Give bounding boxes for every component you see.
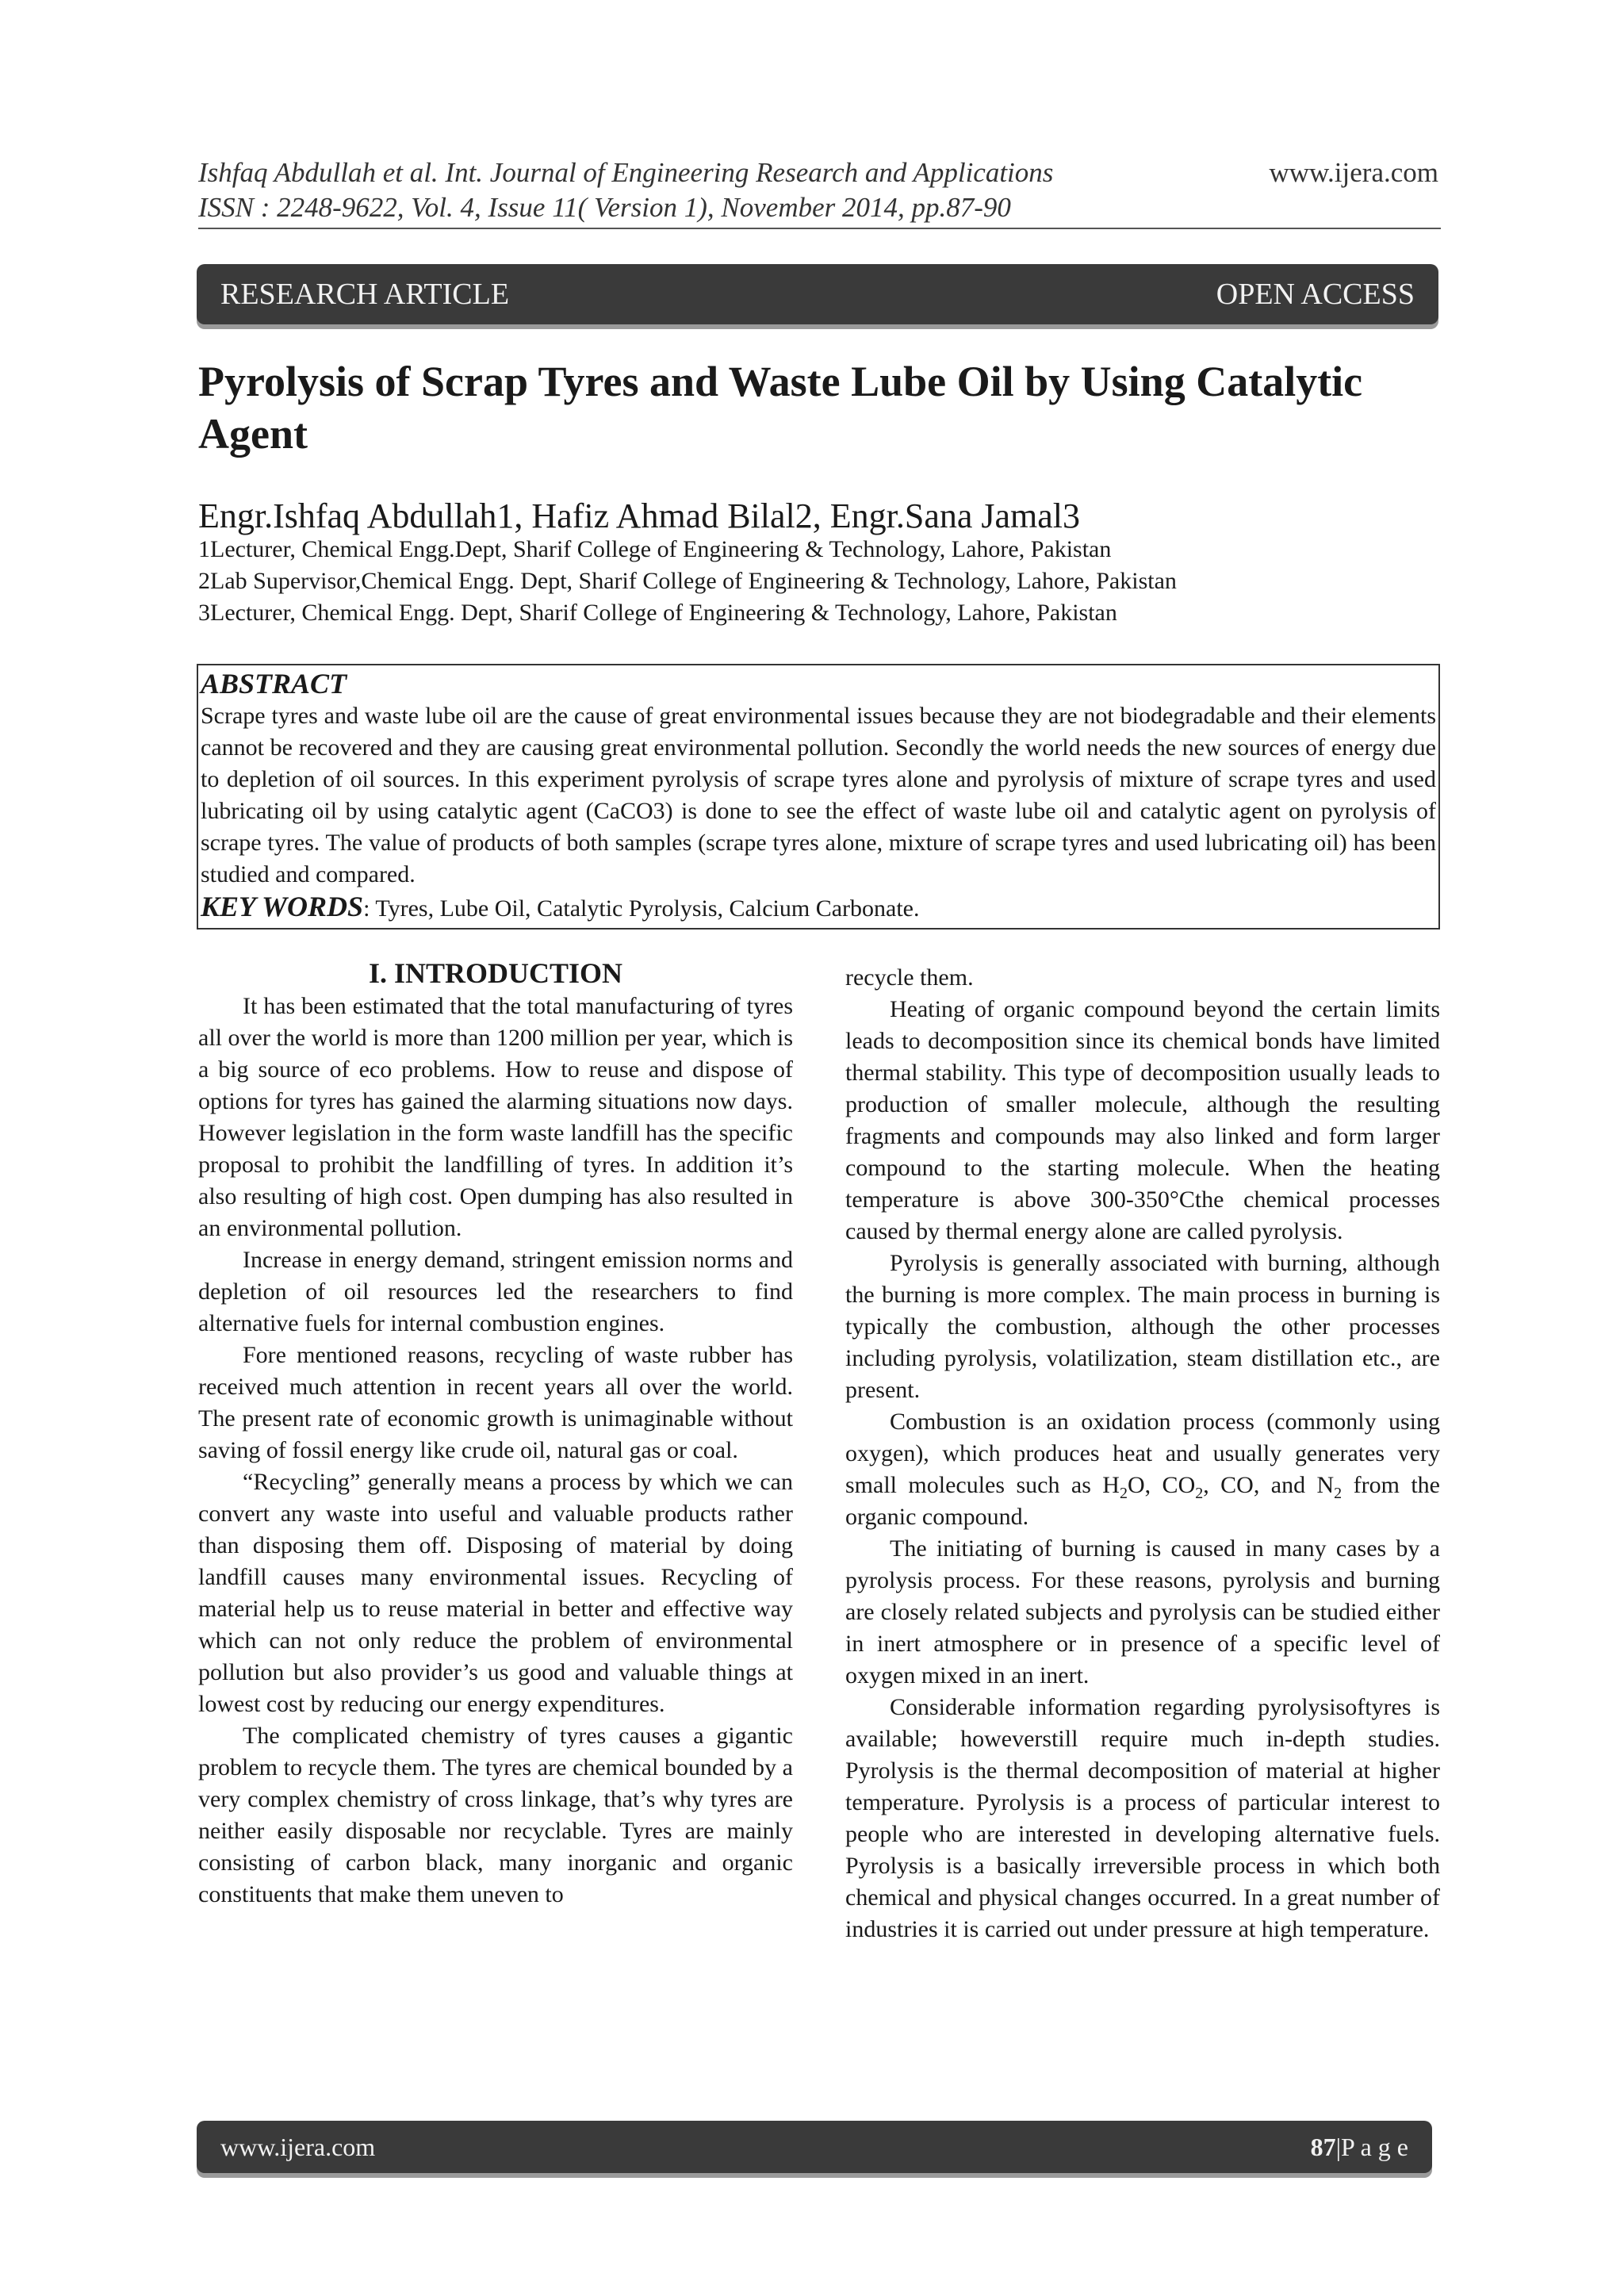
author-list: Engr.Ishfaq Abdullah1, Hafiz Ahmad Bilal2, Engr.Sana Jamal3	[198, 496, 1081, 535]
paragraph: It has been estimated that the total manufacturing of tyres all over the world is more than 1200 million per year, which is a big source of eco problems. How to reuse and dispose of options for tyres has gained the alarming situations now days. However legislation in the form waste landfill has the specific proposal to prohibit the landfilling of tyres. In addition it’s also resulting of high cost. Open dumping has also resulted in an environmental pollution.	[198, 993, 793, 1241]
keywords-label: KEY WORDS	[201, 891, 364, 922]
footer-website-link[interactable]: www.ijera.com	[220, 2132, 376, 2161]
running-header	[198, 155, 1053, 225]
paragraph: Increase in energy demand, stringent emission norms and depletion of oil resources led the researchers to find alternative fuels for internal combustion engines.	[198, 1247, 793, 1336]
citation-line-1: Ishfaq Abdullah et al. Int. Journal of Engineering Research and Applications	[198, 157, 1054, 188]
keywords-line	[201, 891, 1438, 925]
right-column	[845, 962, 1440, 1945]
open-access-label: OPEN ACCESS	[1216, 278, 1415, 311]
page-suffix: |P a g e	[1335, 2132, 1408, 2161]
paragraph: Considerable information regarding pyrolysisoftyres is available; howeverstill require much in-depth studies. Pyrolysis is the thermal decomposition of material at higher temperature. Pyrolysis is a process of particular interest to people who are interested in developing alternative fuels. Pyrolysis is a basically irreversible process in which both chemical and physical changes occurred. In a great number of industries it is carried out under pressure at high temperature.	[845, 1694, 1440, 1942]
paragraph-combustion: Combustion is an oxidation process (commonly using oxygen), which produces heat and usually generates very small molecules such as $H_2O$, $CO_2$, CO, and $N_2$ from the organic compound.	[845, 1409, 1440, 1530]
left-column	[198, 956, 793, 1911]
page-footer	[197, 2121, 1432, 2173]
section-heading-introduction: I. INTRODUCTION	[368, 957, 623, 989]
paragraph: Heating of organic compound beyond the certain limits leads to decomposition since its chemical bonds have limited thermal stability. This type of decomposition usually leads to production of smaller molecule, although the resulting fragments and compounds may also linked and form larger compound to the starting molecule. When the heating temperature is above 300-350°Cthe chemical processes caused by thermal energy alone are called pyrolysis.	[845, 996, 1440, 1244]
header-website-link[interactable]: www.ijera.com	[1269, 157, 1438, 188]
page-number: 87	[1310, 2132, 1336, 2161]
header-divider	[198, 228, 1441, 229]
article-type-banner	[197, 264, 1438, 324]
affiliation-1: 1Lecturer, Chemical Engg.Dept, Sharif College of Engineering & Technology, Lahore, Pakistan	[198, 536, 1112, 562]
citation-line-2: ISSN : 2248-9622, Vol. 4, Issue 11( Version 1), November 2014, pp.87-90	[198, 192, 1011, 223]
paragraph: “Recycling” generally means a process by which we can convert any waste into useful and valuable products rather than disposing them off. Disposing of material by doing landfill causes many environmental issues. Recycling of material help us to reuse material in better and effective way which can not only reduce the problem of environmental pollution but also provider’s us good and valuable things at lowest cost by reducing our energy expenditures.	[198, 1469, 793, 1717]
page-number-label	[1311, 2133, 1408, 2162]
paragraph: The initiating of burning is caused in many cases by a pyrolysis process. For these reasons, pyrolysis and burning are closely related subjects and pyrolysis can be studied either in inert atmosphere or in presence of a specific level of oxygen mixed in an inert.	[845, 1535, 1440, 1688]
affiliation-2: 2Lab Supervisor,Chemical Engg. Dept, Sharif College of Engineering & Technology, Lahore, Pakistan	[198, 568, 1177, 594]
abstract-text: Scrape tyres and waste lube oil are the cause of great environmental issues because they are not biodegradable and their elements cannot be recovered and they are causing great environmental pollution. Secondly the world needs the new sources of energy due to depletion of oil sources. In this experiment pyrolysis of scrape tyres alone and pyrolysis of mixture of scrape tyres and used lubricating oil by using catalytic agent (CaCO3) is done to see the effect of waste lube oil and catalytic agent on pyrolysis of scrape tyres. The value of products of both samples (scrape tyres alone, mixture of scrape tyres and used lubricating oil) has been studied and compared.	[201, 703, 1436, 887]
keywords-text: : Tyres, Lube Oil, Catalytic Pyrolysis, Calcium Carbonate.	[363, 895, 920, 922]
paragraph: Fore mentioned reasons, recycling of waste rubber has received much attention in recent years all over the world. The present rate of economic growth is unimaginable without saving of fossil energy like crude oil, natural gas or coal.	[198, 1342, 793, 1463]
article-title: Pyrolysis of Scrap Tyres and Waste Lube Oil by Using Catalytic Agent	[198, 358, 1363, 458]
affiliation-3: 3Lecturer, Chemical Engg. Dept, Sharif College of Engineering & Technology, Lahore, Pakistan	[198, 600, 1117, 626]
paragraph: Pyrolysis is generally associated with burning, although the burning is more complex. The main process in burning is typically the combustion, although the other processes including pyrolysis, volatilization, steam distillation etc., are present.	[845, 1250, 1440, 1403]
abstract-box	[197, 664, 1440, 930]
abstract-heading: ABSTRACT	[201, 668, 347, 700]
paragraph-continuation: recycle them.	[845, 964, 974, 991]
paragraph: The complicated chemistry of tyres causes a gigantic problem to recycle them. The tyres are chemical bounded by a very complex chemistry of cross linkage, that’s why tyres are neither easily disposable nor recyclable. Tyres are mainly consisting of carbon black, many inorganic and organic constituents that make them uneven to	[198, 1723, 793, 1907]
research-article-label: RESEARCH ARTICLE	[220, 278, 510, 311]
